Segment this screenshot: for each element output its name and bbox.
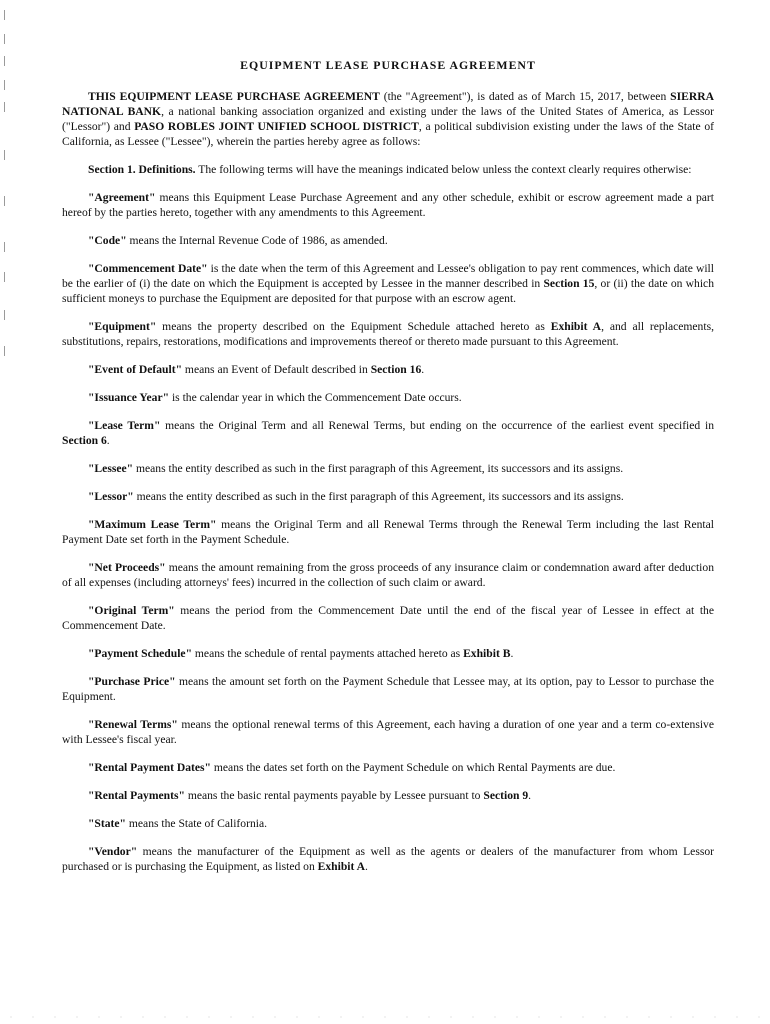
- definition-text-end: , or (ii) the date on which sufficient moneys to purchase the Equipment are deposited for that purpose with an escrow agent.: [62, 277, 715, 305]
- definition-paragraph: [62, 816, 714, 831]
- definition-paragraph: [62, 390, 714, 405]
- definition-term: "Equipment": [88, 320, 157, 333]
- definitions-list: [62, 190, 714, 874]
- definition-paragraph: [62, 319, 714, 349]
- definition-paragraph: [62, 560, 714, 590]
- definition-reference: Exhibit A: [550, 320, 602, 333]
- definition-text: means the Internal Revenue Code of 1986, as amended.: [126, 234, 388, 247]
- definition-term: "Lessor": [88, 490, 134, 503]
- lessee-name: PASO ROBLES JOINT UNIFIED SCHOOL DISTRICT: [134, 120, 419, 133]
- definition-term: "Net Proceeds": [88, 561, 166, 574]
- definition-text: means the State of California.: [126, 817, 268, 830]
- definition-term: "Rental Payments": [88, 789, 185, 802]
- definition-text-end: .: [365, 860, 368, 873]
- intro-paragraph: [62, 89, 714, 149]
- definition-text: means the amount set forth on the Payment Schedule that Lessee may, at its option, pay to Lessor to purchase the Equipment.: [62, 675, 714, 703]
- definition-text: is the date when the term of this Agreement and Lessee's obligation to pay rent commences, which date will be the earlier of (i) the date on which the Equipment is accepted by Lessee in the manner described in: [62, 262, 714, 290]
- definition-term: "Commencement Date": [88, 262, 208, 275]
- definition-paragraph: [62, 233, 714, 248]
- definition-paragraph: [62, 261, 714, 306]
- definition-paragraph: [62, 717, 714, 747]
- definition-paragraph: [62, 190, 714, 220]
- definition-reference: Exhibit B: [463, 647, 511, 660]
- lessor-name: SIERRA NATIONAL BANK: [62, 90, 714, 118]
- definition-text: means the entity described as such in the first paragraph of this Agreement, its successors and its assigns.: [133, 490, 624, 503]
- definition-text: means the dates set forth on the Payment Schedule on which Rental Payments are due.: [211, 761, 616, 774]
- definition-text-end: .: [421, 363, 425, 376]
- definition-paragraph: [62, 517, 714, 547]
- definition-text: means the basic rental payments payable by Lessee pursuant to: [184, 789, 484, 802]
- definition-paragraph: [62, 674, 714, 704]
- definition-text: means an Event of Default described in: [182, 363, 371, 376]
- definition-paragraph: [62, 646, 714, 661]
- definition-term: "Original Term": [88, 604, 175, 617]
- bottom-scan-marks: [0, 1014, 770, 1020]
- definition-text: means the entity described as such in the first paragraph of this Agreement, its successors and its assigns.: [133, 462, 624, 475]
- document-page: [62, 58, 714, 887]
- definition-reference: Section 15: [543, 277, 595, 290]
- definition-term: "Event of Default": [88, 363, 183, 376]
- definition-text-end: , and all replacements, substitutions, repairs, restorations, modifications and improvements thereof or thereto made pursuant to this Agreement.: [62, 320, 714, 348]
- document-title: EQUIPMENT LEASE PURCHASE AGREEMENT: [240, 58, 536, 72]
- definition-text: means the manufacturer of the Equipment as well as the agents or dealers of the manufacturer from whom Lessor purchased or is purchasing the Equipment, as listed on: [62, 845, 714, 873]
- intro-text-1: (the "Agreement"), is dated as of March 15, 2017, between: [379, 90, 671, 103]
- definition-term: "Lessee": [88, 462, 134, 475]
- section-1-text: The following terms will have the meanings indicated below unless the context clearly requires otherwise:: [195, 163, 692, 176]
- definition-text: means the amount remaining from the gross proceeds of any insurance claim or condemnation award after deduction of all expenses (including attorneys' fees) incurred in the collection of such claim or award.: [62, 561, 714, 589]
- definition-term: "Vendor": [88, 845, 138, 858]
- definition-text: means the optional renewal terms of this Agreement, each having a duration of one year and a term co-extensive with Lessee's fiscal year.: [62, 718, 714, 746]
- definition-paragraph: [62, 844, 714, 874]
- definition-term: "Maximum Lease Term": [88, 518, 217, 531]
- definition-paragraph: [62, 788, 714, 803]
- definition-paragraph: [62, 362, 714, 377]
- definition-term: "Purchase Price": [88, 675, 176, 688]
- definition-text: means this Equipment Lease Purchase Agreement and any other schedule, exhibit or escrow agreement made a part hereof by the parties hereto, together with any amendments to this Agreement.: [62, 191, 714, 219]
- definition-paragraph: [62, 489, 714, 504]
- definition-paragraph: [62, 603, 714, 633]
- definition-text-end: .: [528, 789, 532, 802]
- definition-reference: Section 6: [62, 434, 107, 447]
- definition-term: "Rental Payment Dates": [88, 761, 211, 774]
- definition-term: "Issuance Year": [88, 391, 170, 404]
- definition-text: means the Original Term and all Renewal Terms through the Renewal Term including the last Rental Payment Date set forth in the Payment Schedule.: [62, 518, 714, 546]
- intro-text-3: , a political subdivision existing under the laws of the State of California, as Lessee ("Lessee"), wherein the parties hereby agree as follows:: [62, 120, 714, 148]
- definition-reference: Section 9: [483, 789, 529, 802]
- definition-text: is the calendar year in which the Commencement Date occurs.: [169, 391, 462, 404]
- intro-text-2: , a national banking association organized and existing under the laws of the United States of America, as Lessor ("Lessor") and: [62, 105, 714, 133]
- definition-term: "Code": [88, 234, 127, 247]
- definition-term: "Agreement": [88, 191, 156, 204]
- definition-reference: Section 16: [370, 363, 422, 376]
- definition-term: "Payment Schedule": [88, 647, 193, 660]
- definition-paragraph: [62, 418, 714, 448]
- definition-reference: Exhibit A: [317, 860, 366, 873]
- definition-text-end: .: [510, 647, 514, 660]
- definition-text: means the property described on the Equipment Schedule attached hereto as: [156, 320, 551, 333]
- intro-lead: THIS EQUIPMENT LEASE PURCHASE AGREEMENT: [88, 90, 380, 103]
- definition-text: means the Original Term and all Renewal Terms, but ending on the occurrence of the earliest event specified in: [160, 419, 715, 432]
- definition-paragraph: [62, 760, 714, 775]
- section-1-heading: Section 1. Definitions.: [88, 163, 196, 176]
- definition-text: means the schedule of rental payments attached hereto as: [192, 647, 464, 660]
- definition-text-end: .: [106, 434, 110, 447]
- definition-paragraph: [62, 461, 714, 476]
- definition-term: "Renewal Terms": [88, 718, 178, 731]
- section-1-paragraph: [62, 162, 714, 177]
- definition-text: means the period from the Commencement Date until the end of the fiscal year of Lessee in effect at the Commencement Date.: [62, 604, 714, 632]
- definition-term: "State": [88, 817, 126, 830]
- definition-term: "Lease Term": [88, 419, 161, 432]
